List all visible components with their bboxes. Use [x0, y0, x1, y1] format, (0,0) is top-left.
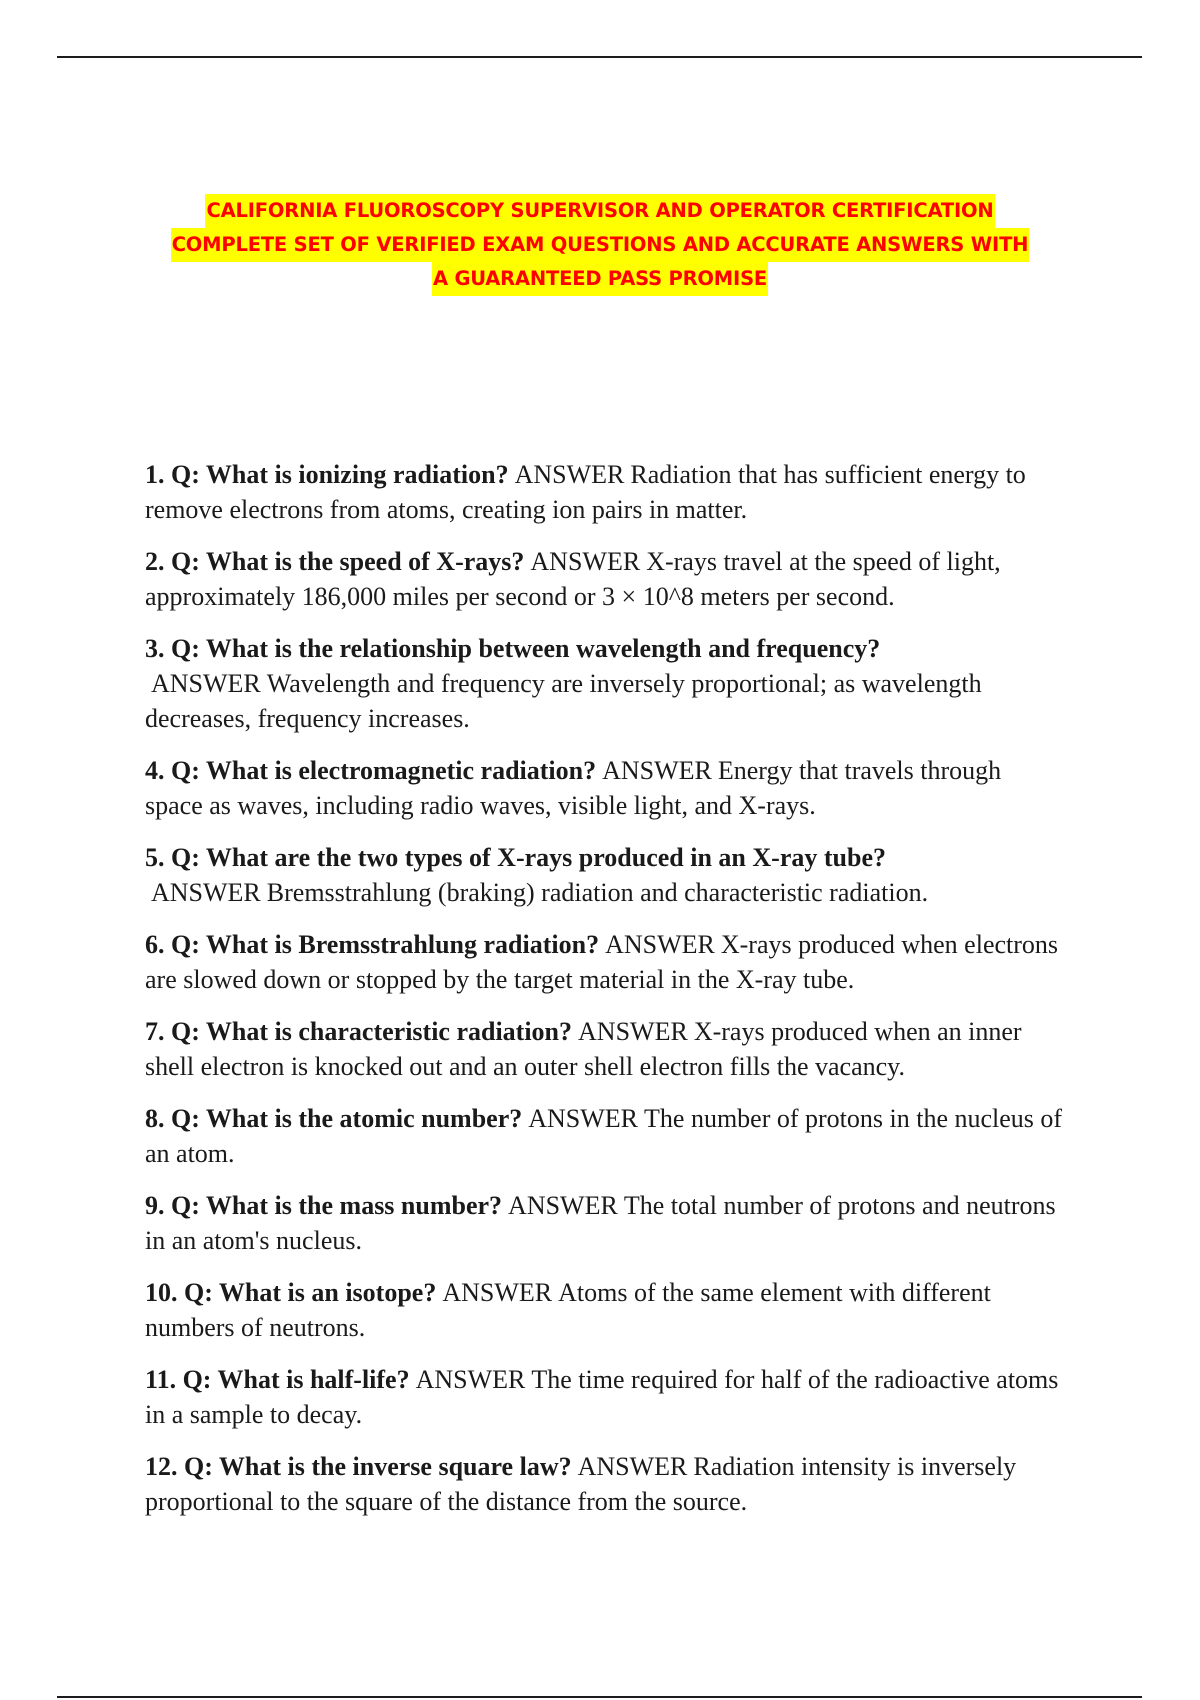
title-line-3: A GUARANTEED PASS PROMISE	[432, 262, 768, 296]
question-item-8	[145, 1101, 1065, 1171]
answer-label: ANSWER	[602, 756, 712, 785]
answer-text: Atoms of the same element with different numbers of neutrons.	[145, 1278, 991, 1342]
bottom-rule	[57, 1696, 1142, 1698]
question-text: 5. Q: What are the two types of X-rays produced in an X-ray tube?	[145, 843, 886, 872]
answer-label: ANSWER	[151, 878, 261, 907]
question-text: 10. Q: What is an isotope?	[145, 1278, 437, 1307]
answer-label: ANSWER	[442, 1278, 553, 1307]
question-text: 8. Q: What is the atomic number?	[145, 1104, 523, 1133]
question-item-1	[145, 457, 1065, 527]
question-item-5	[145, 840, 1065, 910]
answer-text: Radiation intensity is inversely proportional to the square of the distance from the source.	[145, 1452, 1017, 1516]
question-item-10	[145, 1275, 1065, 1345]
question-item-7	[145, 1014, 1065, 1084]
question-item-9	[145, 1188, 1065, 1258]
question-item-6	[145, 927, 1065, 997]
question-item-12	[145, 1449, 1065, 1519]
question-item-11	[145, 1362, 1065, 1432]
question-item-3	[145, 631, 1065, 736]
document-title	[100, 194, 1100, 296]
question-text: 3. Q: What is the relationship between wavelength and frequency?	[145, 634, 881, 663]
title-line-1: CALIFORNIA FLUOROSCOPY SUPERVISOR AND OPERATOR CERTIFICATION	[205, 194, 994, 228]
answer-label: ANSWER	[508, 1191, 618, 1220]
answer-text: The time required for half of the radioactive atoms in a sample to decay.	[145, 1365, 1059, 1429]
question-text: 12. Q: What is the inverse square law?	[145, 1452, 572, 1481]
answer-text: Energy that travels through space as waves, including radio waves, visible light, and X-rays.	[145, 756, 1002, 820]
question-item-2	[145, 544, 1065, 614]
question-text: 11. Q: What is half-life?	[145, 1365, 410, 1394]
answer-text: Radiation that has sufficient energy to remove electrons from atoms, creating ion pairs in matter.	[145, 460, 1026, 524]
question-text: 6. Q: What is Bremsstrahlung radiation?	[145, 930, 600, 959]
question-text: 7. Q: What is characteristic radiation?	[145, 1017, 573, 1046]
answer-label: ANSWER	[151, 669, 261, 698]
answer-label: ANSWER	[577, 1452, 688, 1481]
answer-label: ANSWER	[415, 1365, 526, 1394]
answer-label: ANSWER	[528, 1104, 639, 1133]
top-rule	[57, 56, 1142, 58]
answer-label: ANSWER	[605, 930, 715, 959]
answer-text: X-rays produced when electrons are slowed down or stopped by the target material in the X-ray tube.	[145, 930, 1059, 994]
answer-label: ANSWER	[530, 547, 641, 576]
answer-text: The number of protons in the nucleus of an atom.	[145, 1104, 1063, 1168]
question-list	[145, 457, 1065, 1536]
question-item-4	[145, 753, 1065, 823]
question-text: 1. Q: What is ionizing radiation?	[145, 460, 509, 489]
answer-text: The total number of protons and neutrons in an atom's nucleus.	[145, 1191, 1056, 1255]
question-text: 2. Q: What is the speed of X-rays?	[145, 547, 525, 576]
title-line-2: COMPLETE SET OF VERIFIED EXAM QUESTIONS AND ACCURATE ANSWERS WITH	[171, 228, 1030, 262]
answer-text: Bremsstrahlung (braking) radiation and characteristic radiation.	[266, 878, 929, 907]
answer-label: ANSWER	[578, 1017, 688, 1046]
answer-text: X-rays travel at the speed of light, approximately 186,000 miles per second or 3 × 10^8 meters per second.	[145, 547, 1001, 611]
question-text: 9. Q: What is the mass number?	[145, 1191, 503, 1220]
answer-label: ANSWER	[514, 460, 625, 489]
question-text: 4. Q: What is electromagnetic radiation?	[145, 756, 597, 785]
answer-text: X-rays produced when an inner shell electron is knocked out and an outer shell electron fills the vacancy.	[145, 1017, 1022, 1081]
answer-text: Wavelength and frequency are inversely proportional; as wavelength decreases, frequency increases.	[145, 669, 982, 733]
